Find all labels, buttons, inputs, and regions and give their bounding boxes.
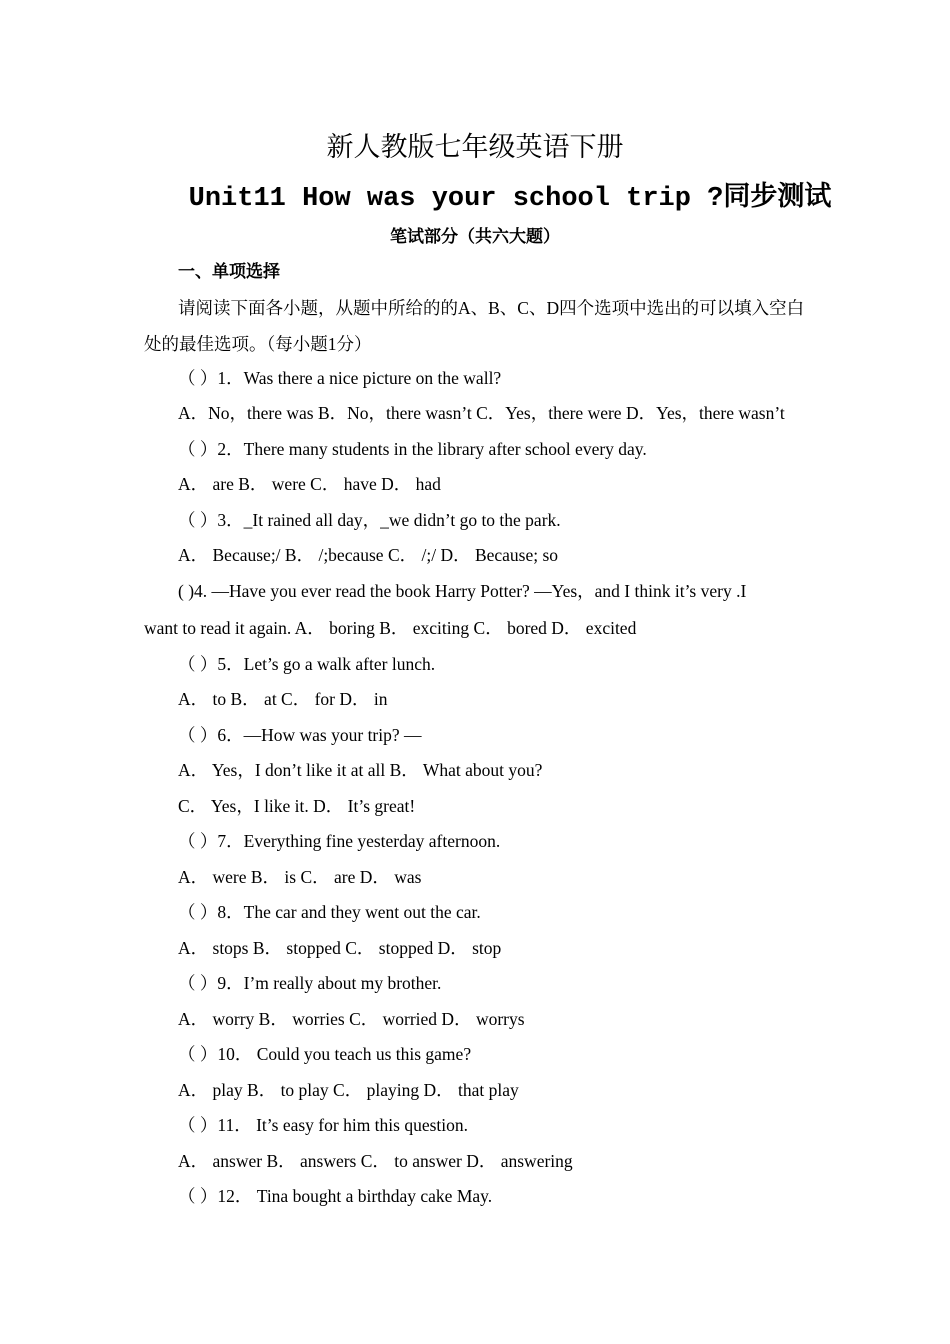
question-line: （ ）7．Everything fine yesterday afternoon. <box>178 831 501 851</box>
options-line: A． answer B． answers C． to answer D． answering <box>178 1151 573 1171</box>
question-line: （ ）2．There many students in the library after school every day. <box>178 439 647 459</box>
document-title-chinese: 新人教版七年级英语下册 <box>326 132 624 163</box>
options-line: A． Because;/ B． /;because C． /;/ D． Because; so <box>178 545 559 565</box>
question-line: ( )4. —Have you ever read the book Harry Potter? —Yes，and I think it’s very .I <box>178 581 747 601</box>
options-line: A． were B． is C． are D． was <box>178 867 422 887</box>
document-title-english: Unit11 How was your school trip ?同步测试 <box>188 184 832 214</box>
options-line: A． are B． were C． have D． had <box>178 474 441 494</box>
question-line: （ ）1．Was there a nice picture on the wall? <box>178 368 502 388</box>
question-line: （ ）10． Could you teach us this game? <box>178 1044 472 1064</box>
options-line: A． worry B． worries C． worried D． worrys <box>178 1009 525 1029</box>
options-line: A． stops B． stopped C． stopped D． stop <box>178 938 502 958</box>
instructions-paragraph: 请阅读下面各小题，从题中所给的的A、B、C、D四个选项中选出的可以填入空白处的最佳选项。（每小题1分） <box>144 298 805 354</box>
question-line: （ ）6．—How was your trip? — <box>178 725 422 745</box>
question-line: （ ）9．I’m really about my brother. <box>178 973 442 993</box>
options-line: A． to B． at C． for D． in <box>178 689 388 709</box>
question-continuation-line: want to read it again. A． boring B． exciting C． bored D． excited <box>144 618 637 638</box>
options-line: C． Yes，I like it. D． It’s great! <box>178 796 416 816</box>
question-line: （ ）3．_It rained all day，_we didn’t go to the park. <box>178 510 561 530</box>
question-line: （ ）11． It’s easy for him this question. <box>178 1115 469 1135</box>
question-line: （ ）5．Let’s go a walk after lunch. <box>178 654 436 674</box>
options-line: A． Yes，I don’t like it at all B． What about you? <box>178 760 543 780</box>
question-line: （ ）8．The car and they went out the car. <box>178 902 481 922</box>
options-line: A．No，there was B．No，there wasn’t C．Yes，there were D．Yes，there wasn’t <box>178 403 785 423</box>
options-line: A． play B． to play C． playing D． that play <box>178 1080 519 1100</box>
section-heading: 一、单项选择 <box>178 262 280 282</box>
document-subtitle: 笔试部分（共六大题） <box>390 227 560 247</box>
question-line: （ ）12． Tina bought a birthday cake May. <box>178 1186 493 1206</box>
